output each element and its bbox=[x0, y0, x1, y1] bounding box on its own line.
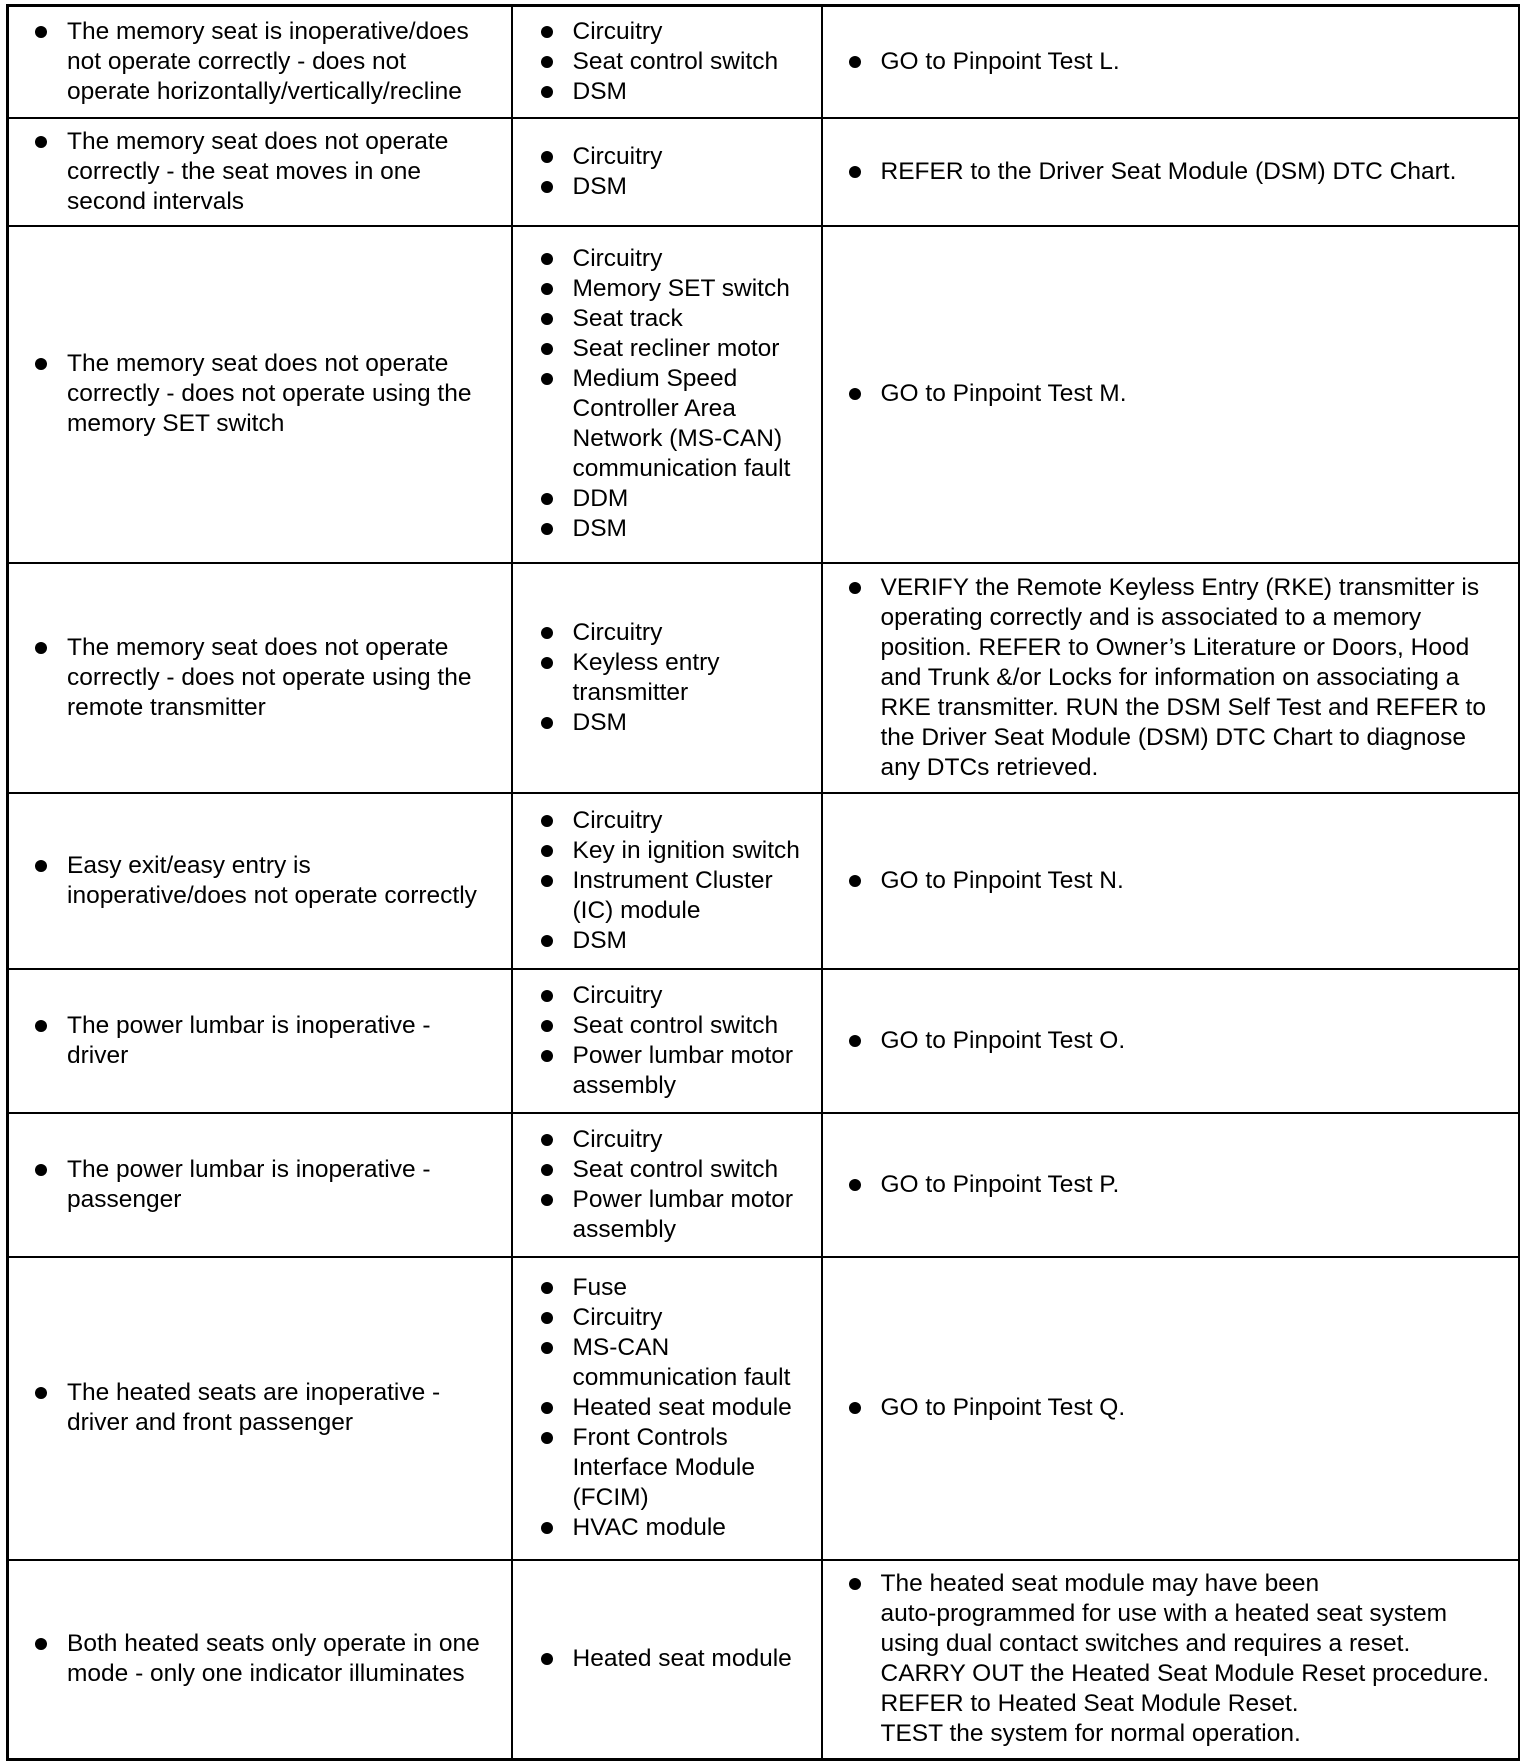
possible-source-cell bbox=[512, 6, 822, 118]
possible-source-cell-list bbox=[539, 981, 811, 1101]
bullet-item bbox=[539, 618, 811, 648]
text-line: (IC) module bbox=[572, 896, 701, 924]
possible-source-cell-list bbox=[539, 17, 811, 107]
text-line: Seat control switch bbox=[572, 1155, 779, 1183]
bullet-item bbox=[33, 17, 501, 107]
text-line: driver and front passenger bbox=[67, 1409, 353, 1436]
text-line: TEST the system for normal operation. bbox=[880, 1720, 1301, 1748]
symptom-row bbox=[8, 969, 1520, 1113]
text-line: GO to Pinpoint Test O. bbox=[880, 1026, 1126, 1054]
condition-cell-list bbox=[33, 1629, 501, 1689]
text-line: The power lumbar is inoperative - bbox=[67, 1155, 431, 1183]
bullet-item bbox=[539, 836, 811, 866]
text-line: and Trunk &/or Locks for information on associating a bbox=[880, 663, 1460, 691]
bullet-item bbox=[539, 1303, 811, 1333]
bullet-item bbox=[539, 514, 811, 544]
action-cell-list bbox=[847, 1393, 1509, 1423]
bullet-item bbox=[33, 1155, 501, 1215]
bullet-item bbox=[539, 17, 811, 47]
text-line: The memory seat does not operate bbox=[67, 633, 449, 661]
text-line: the Driver Seat Module (DSM) DTC Chart to diagnose bbox=[880, 723, 1466, 751]
bullet-item bbox=[33, 127, 501, 217]
possible-source-cell-list bbox=[539, 618, 811, 738]
symptom-row bbox=[8, 6, 1520, 118]
action-cell-list bbox=[847, 47, 1509, 77]
text-line: Seat track bbox=[572, 305, 683, 332]
condition-cell-list bbox=[33, 349, 501, 439]
text-line: any DTCs retrieved. bbox=[880, 753, 1099, 781]
text-line: inoperative/does not operate correctly bbox=[67, 881, 477, 909]
text-line: (FCIM) bbox=[572, 1484, 649, 1511]
bullet-item bbox=[847, 1393, 1509, 1423]
bullet-item bbox=[539, 1155, 811, 1185]
bullet-item bbox=[539, 77, 811, 107]
bullet-item bbox=[539, 1011, 811, 1041]
text-line: GO to Pinpoint Test P. bbox=[880, 1170, 1120, 1198]
bullet-item bbox=[539, 172, 811, 202]
text-line: auto-programmed for use with a heated seat system bbox=[880, 1600, 1448, 1628]
action-cell-list bbox=[847, 1569, 1509, 1749]
text-line: correctly - does not operate using the bbox=[67, 380, 472, 407]
text-line: DSM bbox=[572, 515, 627, 542]
text-line: assembly bbox=[572, 1215, 676, 1243]
text-line: mode - only one indicator illuminates bbox=[67, 1660, 465, 1688]
bullet-item bbox=[539, 1273, 811, 1303]
possible-source-cell bbox=[512, 563, 822, 793]
text-line: communication fault bbox=[572, 455, 791, 482]
condition-cell bbox=[8, 1560, 512, 1760]
text-line: Circuitry bbox=[572, 142, 663, 170]
text-line: communication fault bbox=[572, 1364, 791, 1391]
action-cell bbox=[822, 1560, 1520, 1760]
bullet-item bbox=[539, 1185, 811, 1245]
bullet-item bbox=[539, 47, 811, 77]
bullet-item bbox=[33, 633, 501, 723]
text-line: Fuse bbox=[572, 1274, 627, 1301]
bullet-item bbox=[539, 1041, 811, 1101]
bullet-item bbox=[33, 1378, 501, 1438]
possible-source-cell-list bbox=[539, 1644, 811, 1674]
action-cell bbox=[822, 118, 1520, 226]
text-line: DSM bbox=[572, 77, 627, 105]
condition-cell bbox=[8, 6, 512, 118]
possible-source-cell-list bbox=[539, 1125, 811, 1245]
symptom-row bbox=[8, 1113, 1520, 1257]
text-line: REFER to the Driver Seat Module (DSM) DTC Chart. bbox=[880, 157, 1457, 185]
text-line: Heated seat module bbox=[572, 1645, 792, 1673]
text-line: Interface Module bbox=[572, 1454, 755, 1481]
bullet-item bbox=[847, 1026, 1509, 1056]
possible-source-cell bbox=[512, 969, 822, 1113]
possible-source-cell bbox=[512, 118, 822, 226]
text-line: remote transmitter bbox=[67, 693, 266, 721]
possible-source-cell bbox=[512, 1257, 822, 1560]
action-cell-list bbox=[847, 1026, 1509, 1056]
text-line: The memory seat does not operate bbox=[67, 127, 449, 155]
text-line: position. REFER to Owner’s Literature or Doors, Hood bbox=[880, 633, 1470, 661]
bullet-item bbox=[539, 1125, 811, 1155]
text-line: passenger bbox=[67, 1185, 182, 1213]
text-line: transmitter bbox=[572, 678, 689, 706]
bullet-item bbox=[539, 648, 811, 708]
possible-source-cell-list bbox=[539, 1273, 811, 1543]
symptom-row bbox=[8, 226, 1520, 563]
bullet-item bbox=[33, 1629, 501, 1689]
text-line: VERIFY the Remote Keyless Entry (RKE) transmitter is bbox=[880, 573, 1480, 601]
text-line: Heated seat module bbox=[572, 1394, 792, 1421]
text-line: MS-CAN bbox=[572, 1334, 670, 1361]
text-line: Keyless entry bbox=[572, 648, 720, 676]
possible-source-cell-list bbox=[539, 142, 811, 202]
condition-cell bbox=[8, 1257, 512, 1560]
symptom-chart-page bbox=[6, 4, 1518, 1761]
text-line: operating correctly and is associated to a memory bbox=[880, 603, 1422, 631]
text-line: GO to Pinpoint Test Q. bbox=[880, 1394, 1126, 1421]
action-cell-list bbox=[847, 866, 1509, 896]
text-line: Front Controls bbox=[572, 1424, 728, 1451]
condition-cell bbox=[8, 563, 512, 793]
text-line: Easy exit/easy entry is bbox=[67, 851, 311, 879]
text-line: Circuitry bbox=[572, 806, 663, 834]
text-line: The heated seats are inoperative - bbox=[67, 1379, 441, 1406]
text-line: Circuitry bbox=[572, 17, 663, 45]
bullet-item bbox=[539, 364, 811, 484]
bullet-item bbox=[847, 47, 1509, 77]
condition-cell-list bbox=[33, 851, 501, 911]
text-line: GO to Pinpoint Test N. bbox=[880, 866, 1124, 894]
text-line: driver bbox=[67, 1041, 129, 1069]
action-cell-list bbox=[847, 379, 1509, 409]
condition-cell bbox=[8, 1113, 512, 1257]
possible-source-cell-list bbox=[539, 244, 811, 544]
bullet-item bbox=[847, 866, 1509, 896]
text-line: DSM bbox=[572, 926, 627, 954]
symptom-chart-table bbox=[6, 4, 1520, 1761]
text-line: Seat recliner motor bbox=[572, 335, 780, 362]
symptom-row bbox=[8, 563, 1520, 793]
action-cell bbox=[822, 1257, 1520, 1560]
text-line: RKE transmitter. RUN the DSM Self Test and REFER to bbox=[880, 693, 1486, 721]
bullet-item bbox=[539, 1333, 811, 1393]
text-line: Circuitry bbox=[572, 1304, 663, 1331]
bullet-item bbox=[539, 1423, 811, 1513]
action-cell-list bbox=[847, 573, 1509, 783]
bullet-item bbox=[33, 349, 501, 439]
text-line: Circuitry bbox=[572, 245, 663, 272]
bullet-item bbox=[539, 1513, 811, 1543]
text-line: second intervals bbox=[67, 187, 245, 215]
text-line: Medium Speed bbox=[572, 365, 738, 392]
text-line: Network (MS-CAN) bbox=[572, 425, 783, 452]
condition-cell-list bbox=[33, 1011, 501, 1071]
bullet-item bbox=[847, 573, 1509, 783]
symptom-row bbox=[8, 118, 1520, 226]
text-line: HVAC module bbox=[572, 1514, 726, 1541]
possible-source-cell bbox=[512, 793, 822, 969]
possible-source-cell bbox=[512, 1560, 822, 1760]
bullet-item bbox=[33, 851, 501, 911]
text-line: correctly - does not operate using the bbox=[67, 663, 472, 691]
text-line: Seat control switch bbox=[572, 47, 779, 75]
text-line: DDM bbox=[572, 485, 629, 512]
text-line: CARRY OUT the Heated Seat Module Reset procedure. bbox=[880, 1660, 1490, 1688]
text-line: Instrument Cluster bbox=[572, 866, 773, 894]
action-cell-list bbox=[847, 157, 1509, 187]
text-line: DSM bbox=[572, 708, 627, 736]
action-cell bbox=[822, 6, 1520, 118]
symptom-row bbox=[8, 1257, 1520, 1560]
text-line: The heated seat module may have been bbox=[880, 1570, 1320, 1598]
text-line: DSM bbox=[572, 172, 627, 200]
bullet-item bbox=[539, 334, 811, 364]
text-line: REFER to Heated Seat Module Reset. bbox=[880, 1690, 1299, 1718]
text-line: GO to Pinpoint Test L. bbox=[880, 47, 1120, 75]
text-line: Controller Area bbox=[572, 395, 736, 422]
text-line: The memory seat is inoperative/does bbox=[67, 17, 469, 45]
action-cell bbox=[822, 1113, 1520, 1257]
text-line: operate horizontally/vertically/recline bbox=[67, 77, 462, 105]
bullet-item bbox=[539, 1644, 811, 1674]
bullet-item bbox=[847, 1569, 1509, 1749]
text-line: GO to Pinpoint Test M. bbox=[880, 380, 1127, 407]
bullet-item bbox=[539, 926, 811, 956]
text-line: assembly bbox=[572, 1071, 676, 1099]
possible-source-cell bbox=[512, 1113, 822, 1257]
bullet-item bbox=[847, 157, 1509, 187]
condition-cell-list bbox=[33, 1155, 501, 1215]
text-line: Circuitry bbox=[572, 618, 663, 646]
bullet-item bbox=[539, 274, 811, 304]
text-line: Seat control switch bbox=[572, 1011, 779, 1039]
text-line: Both heated seats only operate in one bbox=[67, 1630, 480, 1658]
action-cell-list bbox=[847, 1170, 1509, 1200]
text-line: using dual contact switches and requires a reset. bbox=[880, 1630, 1411, 1658]
text-line: Power lumbar motor bbox=[572, 1185, 794, 1213]
bullet-item bbox=[539, 1393, 811, 1423]
action-cell bbox=[822, 563, 1520, 793]
text-line: Circuitry bbox=[572, 981, 663, 1009]
bullet-item bbox=[539, 708, 811, 738]
possible-source-cell-list bbox=[539, 806, 811, 956]
bullet-item bbox=[539, 484, 811, 514]
bullet-item bbox=[847, 379, 1509, 409]
condition-cell-list bbox=[33, 633, 501, 723]
text-line: memory SET switch bbox=[67, 410, 285, 437]
text-line: Power lumbar motor bbox=[572, 1041, 794, 1069]
symptom-row bbox=[8, 1560, 1520, 1760]
bullet-item bbox=[539, 244, 811, 274]
symptom-row bbox=[8, 793, 1520, 969]
action-cell bbox=[822, 793, 1520, 969]
condition-cell-list bbox=[33, 17, 501, 107]
condition-cell bbox=[8, 118, 512, 226]
text-line: Memory SET switch bbox=[572, 275, 790, 302]
text-line: The memory seat does not operate bbox=[67, 350, 449, 377]
action-cell bbox=[822, 226, 1520, 563]
condition-cell bbox=[8, 793, 512, 969]
condition-cell-list bbox=[33, 127, 501, 217]
text-line: The power lumbar is inoperative - bbox=[67, 1011, 431, 1039]
text-line: Circuitry bbox=[572, 1125, 663, 1153]
bullet-item bbox=[847, 1170, 1509, 1200]
text-line: Key in ignition switch bbox=[572, 836, 800, 864]
condition-cell bbox=[8, 226, 512, 563]
condition-cell-list bbox=[33, 1378, 501, 1438]
bullet-item bbox=[539, 806, 811, 836]
possible-source-cell bbox=[512, 226, 822, 563]
text-line: correctly - the seat moves in one bbox=[67, 157, 422, 185]
action-cell bbox=[822, 969, 1520, 1113]
bullet-item bbox=[33, 1011, 501, 1071]
bullet-item bbox=[539, 981, 811, 1011]
bullet-item bbox=[539, 142, 811, 172]
condition-cell bbox=[8, 969, 512, 1113]
text-line: not operate correctly - does not bbox=[67, 47, 407, 75]
bullet-item bbox=[539, 866, 811, 926]
bullet-item bbox=[539, 304, 811, 334]
